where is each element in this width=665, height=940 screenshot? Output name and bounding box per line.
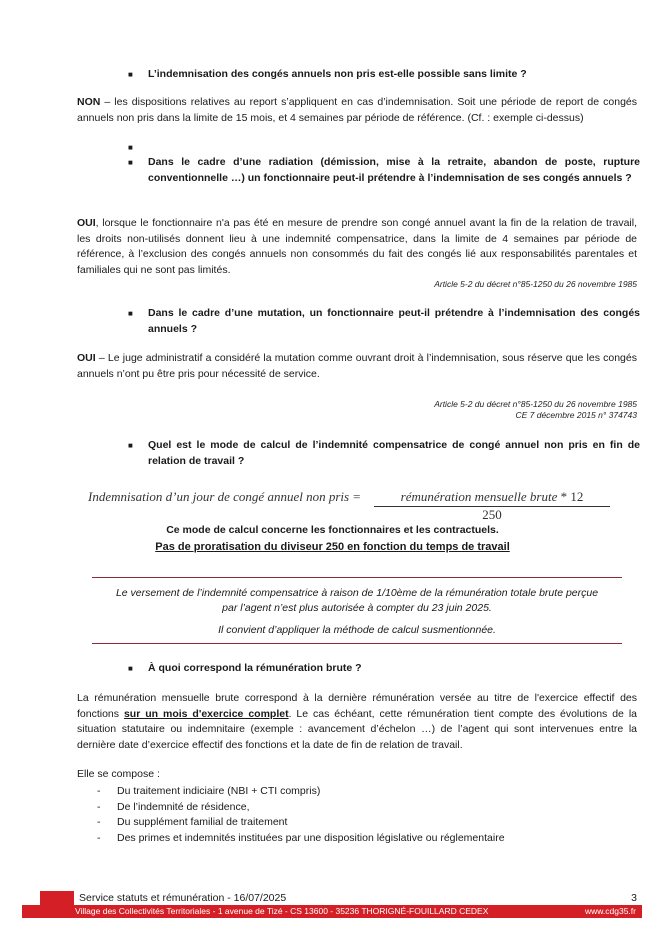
question-text: Dans le cadre d’une mutation, un fonctionnaire peut-il prétendre à l’indemnisation des congés annuels ? [148,307,640,335]
footer-address: Village des Collectivités Territoriales - 1 avenue de Tizé - CS 13600 - 35236 THORIGNÉ-FOUILLARD CEDEX [75,906,489,916]
question-indemnisation-limite [128,67,640,83]
footer-website-link[interactable]: www.cdg35.fr [584,906,636,916]
empty-square-bullet-icon: ■ [128,143,133,152]
legal-reference-decree: Article 5-2 du décret n°85-1250 du 26 novembre 1985 [434,399,637,409]
question-mode-calcul [128,438,640,469]
list-item [97,831,637,847]
list-item-text: Du supplément familial de traitement [117,816,288,828]
dash-bullet-icon: - [97,831,101,844]
notice-line-3: Il convient d’appliquer la méthode de calcul susmentionnée. [218,624,496,636]
composition-list [97,784,637,846]
square-bullet-icon: ■ [128,309,133,318]
list-item-text: Du traitement indiciaire (NBI + CTI compris) [117,785,321,797]
notice-line-2: par l’agent n’est plus autorisée à compter du 23 juin 2025. [222,602,492,614]
composition-intro: Elle se compose : [77,768,160,780]
formula-lhs: Indemnisation d’un jour de congé annuel non pris = [88,489,362,504]
list-item [97,800,637,816]
answer-text: , lorsque le fonctionnaire n'a pas été en mesure de prendre son congé annuel avant la fin de la relation de travail, les droits non-utilisés donnent lieu à une indemnité compensatrice, dans la limite de 4 semaines par période de référence, à l’exclusion des congés annuels non consommés du fait des congés lié aux responsabilités parentales et familiales qui ne sont pas limités. [77,217,637,276]
notice-line-1: Le versement de l’indemnité compensatrice à raison de 1/10ème de la rémunération totale brute perçue [115,587,599,599]
answer-text: – les dispositions relatives au report s’appliquent en cas d’indemnisation. Soit une période de report de congés annuels non pris dans la limite de 15 mois, et 4 semaines par période de référence. (Cf. : exemple ci-dessus) [77,96,637,124]
question-text: Dans le cadre d’une radiation (démission, mise à la retraite, abandon de poste, rupture conventionnelle …) un fonctionnaire peut-il prétendre à l’indemnisation de ses congés annuels ? [148,156,640,184]
question-text: À quoi correspond la rémunération brute ? [148,662,362,674]
formula-numerator [374,489,610,507]
legal-reference-ce: CE 7 décembre 2015 n° 374743 [515,410,637,420]
answer-lead: NON [77,96,101,108]
remuneration-emphasis: sur un mois d'exercice complet [123,707,289,720]
formula-denominator: 250 [482,507,502,522]
legal-reference: Article 5-2 du décret n°85-1250 du 26 novembre 1985 [434,279,637,289]
square-bullet-icon: ■ [128,441,133,450]
remuneration-text-a: La rémunération mensuelle brute correspond à la dernière rémunération versée au titre de l'exercice effectif des fonctions [77,692,637,720]
notice-top-rule [92,577,622,578]
answer-text: – Le juge administratif a considéré la mutation comme ouvrant droit à l’indemnisation, sous réserve que les congés annuels n’ont pu être pris pour nécessité de service. [77,352,637,380]
remuneration-text-b: . Le cas échéant, cette rémunération tient compte des évolutions de la situation statutaire ou indemnitaire (exemple : avancement d’échelon …) de l’agent qui sont intervenues entre la dernière date d’exercice effectif des fonctions et la date de fin de relation de travail. [77,707,637,751]
answer-lead: OUI [77,352,96,364]
list-item [97,815,637,831]
dash-bullet-icon: - [97,816,101,828]
answer-lead: OUI [77,217,96,229]
dash-bullet-icon: - [97,785,101,797]
square-bullet-icon: ■ [128,664,133,673]
question-mutation [128,306,640,337]
notice-bottom-rule [92,643,622,644]
calc-proration-note: Pas de proratisation du diviseur 250 en fonction du temps de travail [155,541,510,553]
formula-multiplier: * 12 [557,489,584,504]
question-radiation [128,155,640,186]
answer-paragraph-3 [77,351,637,382]
question-text: Quel est le mode de calcul de l’indemnité compensatrice de congé annuel non pris en fin de relation de travail ? [148,439,640,467]
square-bullet-icon: ■ [128,70,133,79]
formula-numerator-text: rémunération mensuelle brute [400,489,558,504]
remuneration-paragraph [77,691,637,753]
footer-title: Service statuts et rémunération - 16/07/2025 [79,892,287,904]
calc-scope-note: Ce mode de calcul concerne les fonctionnaires et les contractuels. [166,524,499,536]
answer-paragraph-2 [77,216,637,278]
question-remuneration-brute [128,661,640,677]
calculation-formula [88,486,628,522]
page-number: 3 [631,892,637,904]
footer-red-block [40,891,74,906]
question-text: L’indemnisation des congés annuels non pris est-elle possible sans limite ? [148,68,527,80]
list-item-text: De l’indemnité de résidence, [117,800,250,813]
list-item [97,784,637,800]
square-bullet-icon: ■ [128,158,133,167]
footer-address-bar [22,905,642,918]
list-item-text: Des primes et indemnités instituées par une disposition législative ou réglementaire [117,831,505,844]
dash-bullet-icon: - [97,800,101,813]
answer-paragraph-1 [77,95,637,126]
